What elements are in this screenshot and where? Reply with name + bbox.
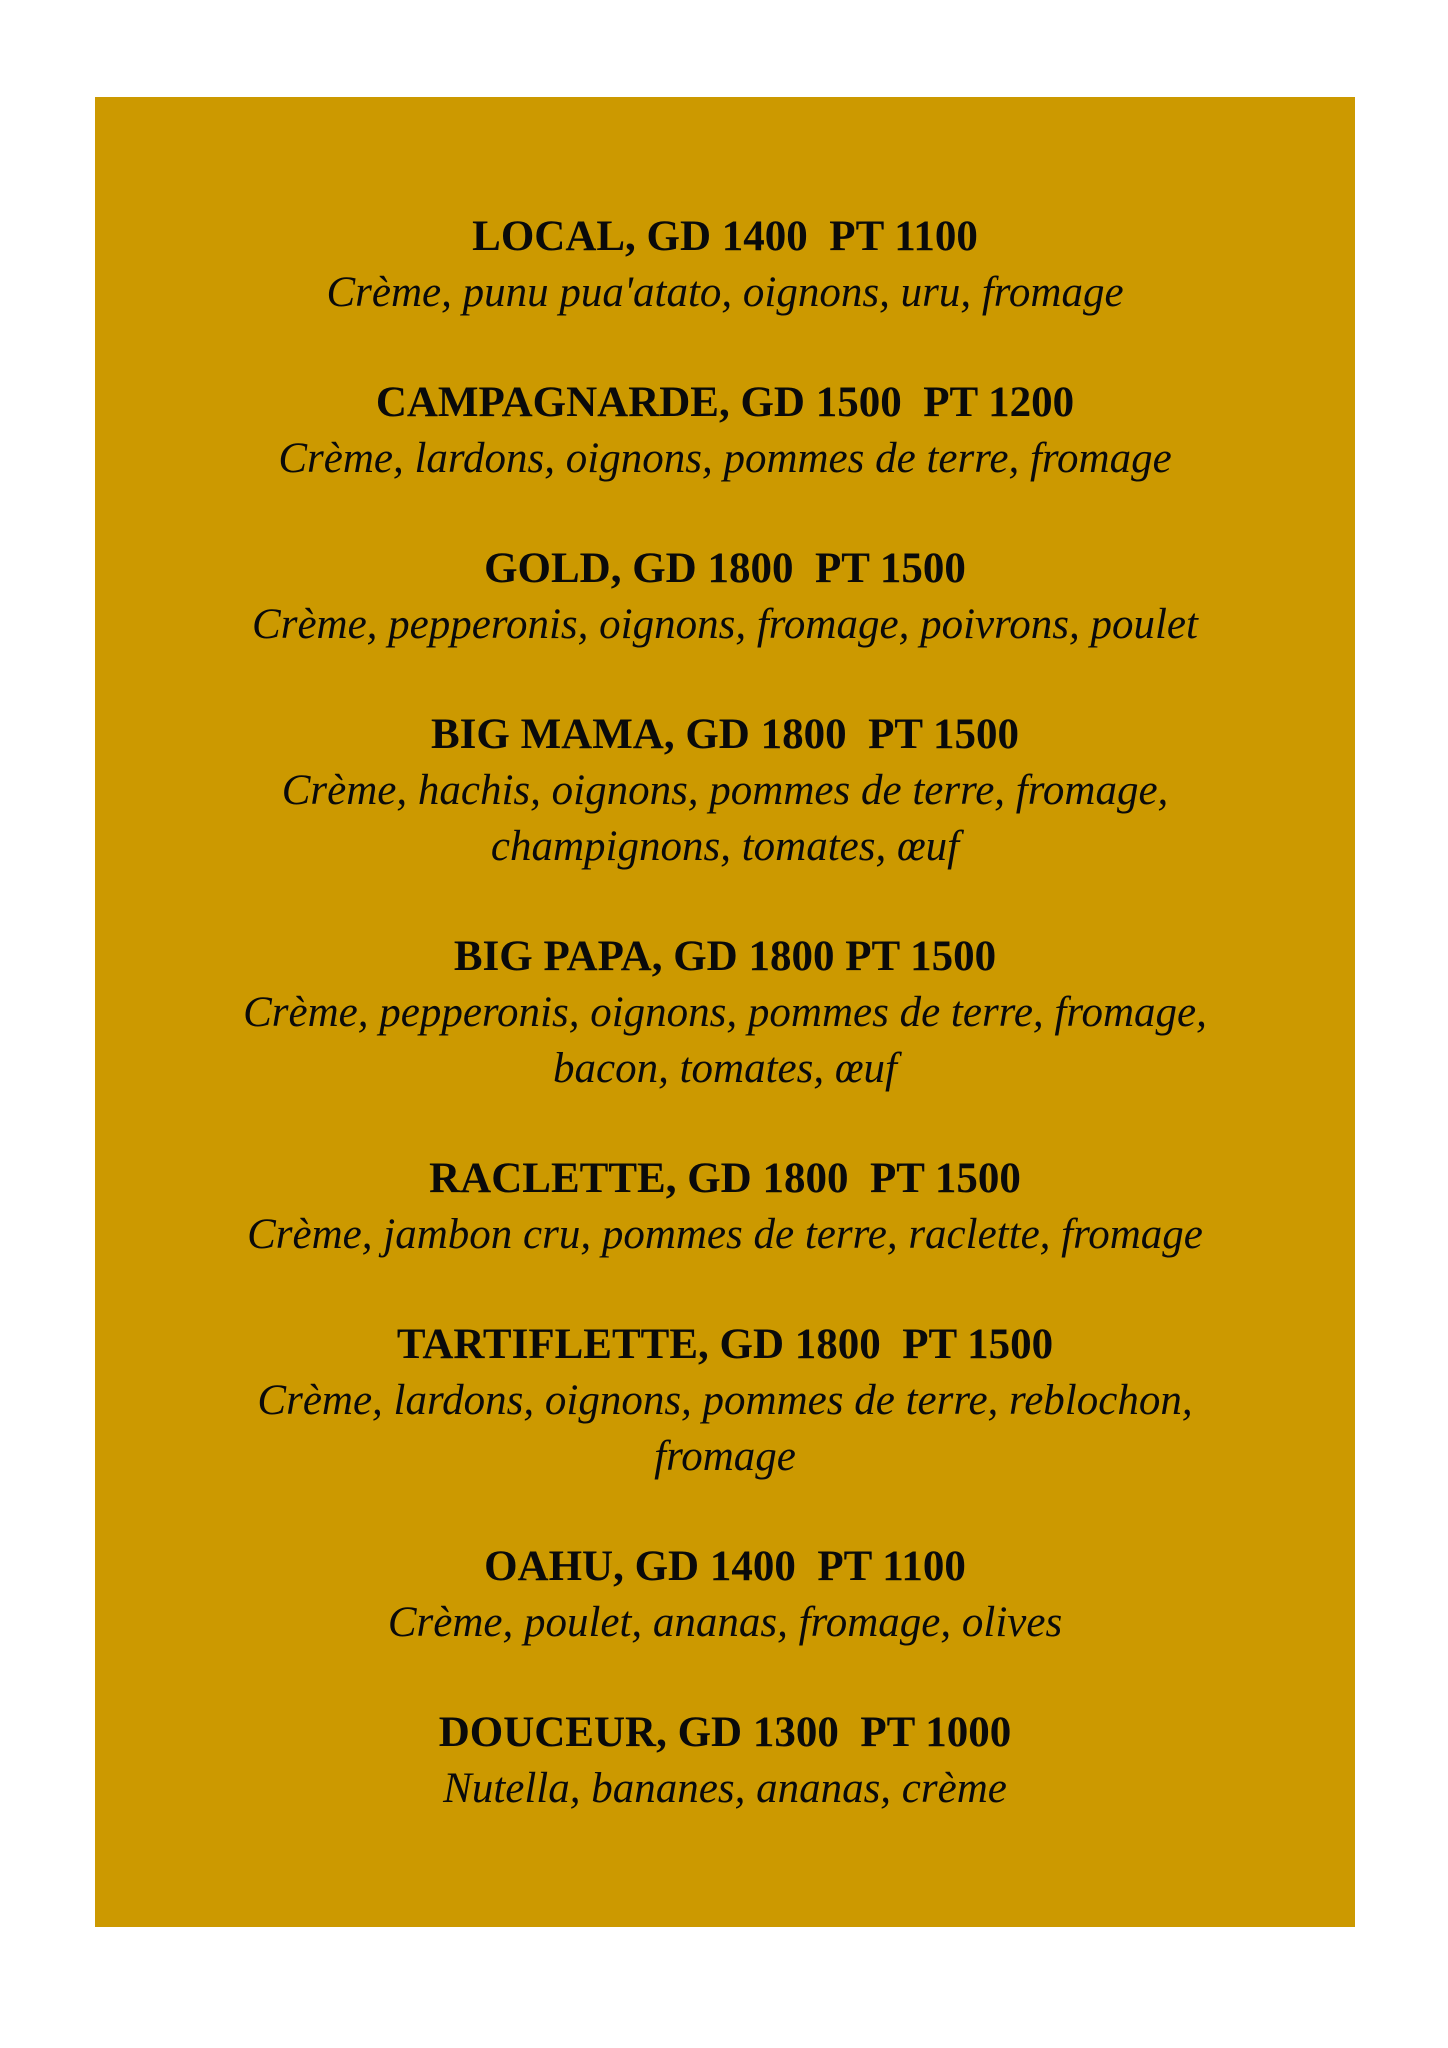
item-title: BIG PAPA, GD 1800 PT 1500 (453, 933, 997, 980)
item-title: OAHU, GD 1400 PT 1100 (484, 1543, 966, 1590)
item-description (95, 985, 1355, 1097)
item-description (95, 431, 1355, 487)
menu-item-big-mama (95, 707, 1355, 875)
item-title: LOCAL, GD 1400 PT 1100 (472, 213, 978, 260)
menu-item-douceur (95, 1705, 1355, 1817)
item-description (95, 1761, 1355, 1817)
item-description (95, 1373, 1355, 1485)
menu-item-big-papa (95, 929, 1355, 1097)
menu-panel (95, 97, 1355, 1927)
menu-item-gold (95, 541, 1355, 653)
item-title: RACLETTE, GD 1800 PT 1500 (429, 1155, 1021, 1202)
item-title: BIG MAMA, GD 1800 PT 1500 (430, 711, 1020, 758)
item-description-line: Crème, pepperonis, oignons, fromage, poivrons, poulet (252, 601, 1198, 648)
item-title: GOLD, GD 1800 PT 1500 (484, 545, 966, 592)
item-title: CAMPAGNARDE, GD 1500 PT 1200 (375, 379, 1075, 426)
item-description-line: Crème, jambon cru, pommes de terre, raclette, fromage (247, 1211, 1203, 1258)
menu-item-tartiflette (95, 1317, 1355, 1485)
item-title: TARTIFLETTE, GD 1800 PT 1500 (396, 1321, 1054, 1368)
item-description-line: bacon, tomates, œuf (553, 1045, 897, 1092)
item-title: DOUCEUR, GD 1300 PT 1000 (438, 1709, 1012, 1756)
item-description-line: Crème, lardons, oignons, pommes de terre, fromage (278, 435, 1172, 482)
menu-item-raclette (95, 1151, 1355, 1263)
item-description (95, 1207, 1355, 1263)
menu-item-campagnarde (95, 375, 1355, 487)
menu-item-local (95, 209, 1355, 321)
item-description-line: fromage (654, 1433, 796, 1480)
item-description-line: Crème, punu pua'atato, oignons, uru, fromage (326, 269, 1124, 316)
item-description (95, 763, 1355, 875)
item-description-line: champignons, tomates, œuf (490, 823, 960, 870)
menu-item-oahu (95, 1539, 1355, 1651)
item-description-line: Crème, pepperonis, oignons, pommes de terre, fromage, (243, 989, 1207, 1036)
item-description-line: Nutella, bananes, ananas, crème (443, 1765, 1007, 1812)
item-description (95, 265, 1355, 321)
item-description-line: Crème, hachis, oignons, pommes de terre, fromage, (281, 767, 1169, 814)
item-description-line: Crème, poulet, ananas, fromage, olives (387, 1599, 1063, 1646)
item-description (95, 1595, 1355, 1651)
item-description (95, 597, 1355, 653)
item-description-line: Crème, lardons, oignons, pommes de terre, reblochon, (257, 1377, 1193, 1424)
